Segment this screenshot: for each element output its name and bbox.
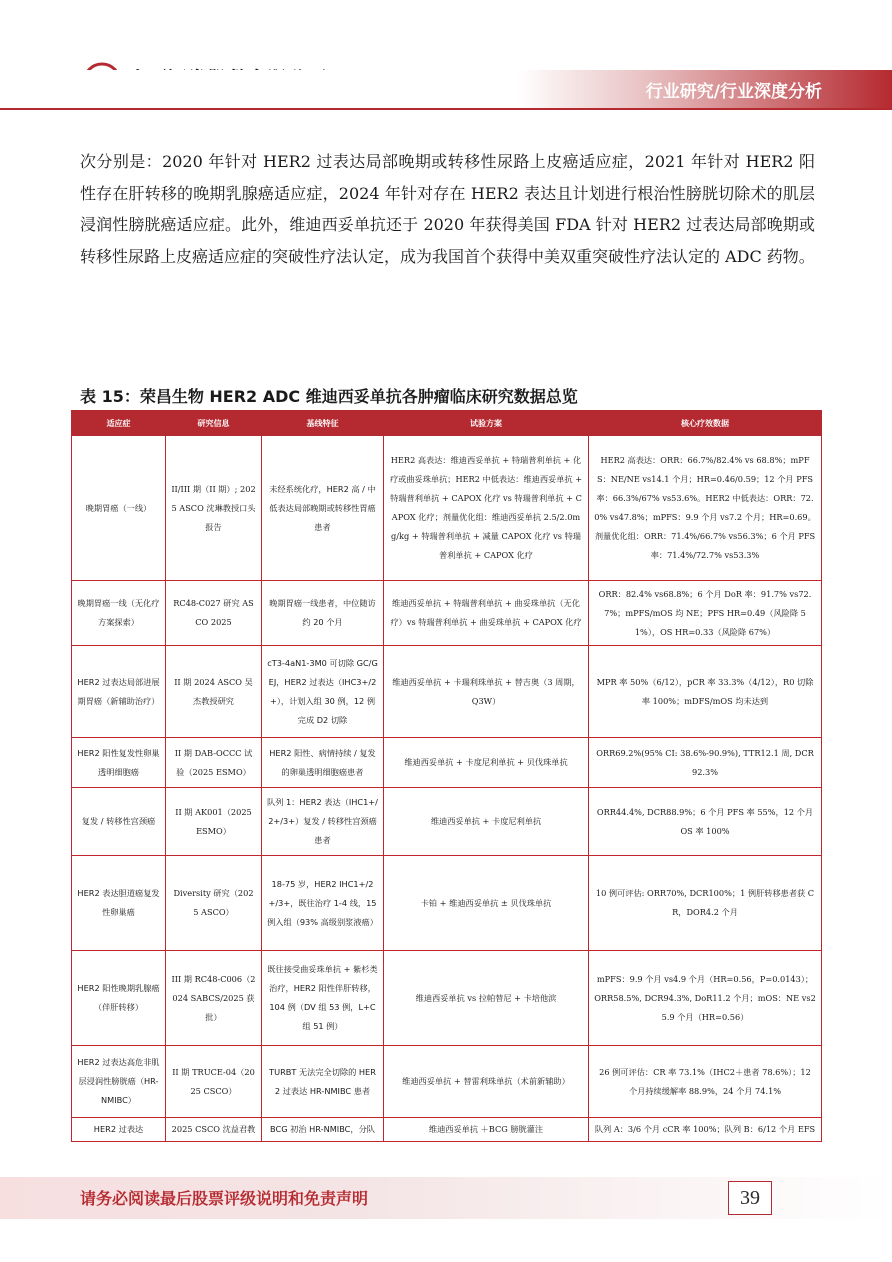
table-header-cell: 核心疗效数据 (589, 411, 822, 436)
table-cell: mPFS：9.9 个月 vs4.9 个月（HR=0.56，P=0.0143）；ORR58.5%, DCR94.3%, DoR11.2 个月；mOS：NE vs25.9 个月（HR=0.56） (589, 951, 822, 1046)
table-row (72, 646, 822, 738)
table-cell: HER2 阳性、病情持续 / 复发的卵巢透明细胞癌患者 (262, 738, 384, 788)
table-cell: 10 例可评估: ORR70%, DCR100%；1 例肝转移患者获 CR，DOR4.2 个月 (589, 856, 822, 951)
table-cell: HER2 过表达局部进展期胃癌（新辅助治疗） (72, 646, 166, 738)
table-row (72, 1046, 822, 1118)
table-cell: RC48-C027 研究 ASCO 2025 (166, 581, 262, 646)
table-cell: III 期 RC48-C006（2024 SABCS/2025 获批） (166, 951, 262, 1046)
table-cell: ORR69.2%(95% CI: 38.6%-90.9%), TTR12.1 周, DCR92.3% (589, 738, 822, 788)
table-row (72, 788, 822, 856)
table-cell: 18-75 岁，HER2 IHC1+/2+/3+，既往治疗 1-4 线，15 例入组（93% 高级别浆液癌） (262, 856, 384, 951)
table-cell: ORR：82.4% vs68.8%；6 个月 DoR 率：91.7% vs72.7%；mPFS/mOS 均 NE；PFS HR=0.49（风险降 51%），OS HR=0.33（风险降 67%） (589, 581, 822, 646)
table-cell: 维迪西妥单抗 vs 拉帕替尼 + 卡培他滨 (384, 951, 589, 1046)
table-cell: 26 例可评估：CR 率 73.1%（IHC2＋患者 78.6%）；12 个月持续缓解率 88.9%，24 个月 74.1% (589, 1046, 822, 1118)
table-header-cell: 适应症 (72, 411, 166, 436)
table-cell: II/III 期（II 期）; 2025 ASCO 沈琳教授口头报告 (166, 436, 262, 581)
table-row (72, 856, 822, 951)
table-cell: 晚期胃癌一线患者，中位随访约 20 个月 (262, 581, 384, 646)
table-cell: 未经系统化疗，HER2 高 / 中低表达局部晚期或转移性胃癌患者 (262, 436, 384, 581)
table-header-cell: 基线特征 (262, 411, 384, 436)
table-cell: II 期 TRUCE-04（2025 CSCO） (166, 1046, 262, 1118)
table-cell: HER2 过表达高危非肌层浸润性膀胱癌（HR-NMIBC） (72, 1046, 166, 1118)
table-cell: HER2 阳性晚期乳腺癌（伴肝转移） (72, 951, 166, 1046)
table-cell: 卡铂 + 维迪西妥单抗 ± 贝伐珠单抗 (384, 856, 589, 951)
table-cell: 维迪西妥单抗 + 替雷利珠单抗（术前新辅助） (384, 1046, 589, 1118)
table-row (72, 951, 822, 1046)
table-cell: II 期 AK001（2025 ESMO） (166, 788, 262, 856)
section-title: 行业研究/行业深度分析 (645, 82, 822, 102)
table-cell: 晚期胃癌（一线） (72, 436, 166, 581)
table-cell: ORR44.4%, DCR88.9%；6 个月 PFS 率 55%，12 个月 OS 率 100% (589, 788, 822, 856)
table-cell: BCG 初治 HR-NMIBC，分队 (262, 1118, 384, 1142)
table-cell: MPR 率 50%（6/12），pCR 率 33.3%（4/12），R0 切除率 100%；mDFS/mOS 均未达到 (589, 646, 822, 738)
table-cell: 复发 / 转移性宫颈癌 (72, 788, 166, 856)
table-cell: HER2 高表达：维迪西妥单抗 + 特瑞普利单抗 + 化疗或曲妥珠单抗；HER2 中低表达：维迪西妥单抗 + 特瑞普利单抗 + CAPOX 化疗 vs 特瑞普利单抗 + CAPOX 化疗；剂量优化组：维迪西妥单抗 2.5/2.0mg/kg + 特瑞普利单抗 + 减量 CAPOX 化疗 vs 特瑞普利单抗 + CAPOX 化疗 (384, 436, 589, 581)
table-header-cell: 试验方案 (384, 411, 589, 436)
table-cell: Diversity 研究（2025 ASCO） (166, 856, 262, 951)
footer-disclaimer: 请务必阅读最后股票评级说明和免责声明 (80, 1189, 369, 1208)
page-number: 39 (728, 1181, 772, 1215)
table-caption: 表 15：荣昌生物 HER2 ADC 维迪西妥单抗各肿瘤临床研究数据总览 (80, 387, 578, 406)
table-cell: 晚期胃癌一线（无化疗方案探索） (72, 581, 166, 646)
table-row (72, 436, 822, 581)
table-header-cell: 研究信息 (166, 411, 262, 436)
table-row (72, 1118, 822, 1142)
table-cell: 队列 1：HER2 表达（IHC1+/2+/3+）复发 / 转移性宫颈癌患者 (262, 788, 384, 856)
table-cell: II 期 2024 ASCO 吴杰教授研究 (166, 646, 262, 738)
body-paragraph: 次分别是：2020 年针对 HER2 过表达局部晚期或转移性尿路上皮癌适应症，2021 年针对 HER2 阳性存在肝转移的晚期乳腺癌适应症，2024 年针对存在 HER2 表达且计划进行根治性膀胱切除术的肌层浸润性膀胱癌适应症。此外，维迪西妥单抗还于 2020 年获得美国 FDA 针对 HER2 过表达局部晚期或转移性尿路上皮癌适应症的突破性疗法认定，成为我国首个获得中美双重突破性疗法认定的 ADC 药物。 (80, 152, 815, 266)
body-text (80, 146, 815, 272)
table-cell: 队列 A：3/6 个月 cCR 率 100%；队列 B：6/12 个月 EFS (589, 1118, 822, 1142)
table-cell: HER2 表达胆道癌复发性卵巢癌 (72, 856, 166, 951)
table-cell: HER2 过表达 (72, 1118, 166, 1142)
table-cell: cT3-4aN1-3M0 可切除 GC/GEJ，HER2 过表达（IHC3+/2+），计划入组 30 例，12 例完成 D2 切除 (262, 646, 384, 738)
table-row (72, 738, 822, 788)
table-cell: 2025 CSCO 沈益君教 (166, 1118, 262, 1142)
table-row (72, 581, 822, 646)
table-cell: 维迪西妥单抗 + 特瑞普利单抗 + 曲妥珠单抗（无化疗）vs 特瑞普利单抗 + 曲妥珠单抗 + CAPOX 化疗 (384, 581, 589, 646)
table-cell: HER2 高表达：ORR：66.7%/82.4% vs 68.8%；mPFS：NE/NE vs14.1 个月；HR=0.46/0.59；12 个月 PFS 率：66.3%/67% vs53.6%。HER2 中低表达：ORR：72.0% vs47.8%；mPFS：9.9 个月 vs7.2 个月；HR=0.69。剂量优化组：ORR：71.4%/66.7% vs56.3%；6 个月 PFS 率：71.4%/72.7% vs53.3% (589, 436, 822, 581)
table-header-row (72, 411, 822, 436)
header-rule (0, 108, 892, 110)
table-cell: 既往接受曲妥珠单抗 + 紫杉类治疗，HER2 阳性伴肝转移，104 例（DV 组 53 例，L+C 组 51 例） (262, 951, 384, 1046)
table-cell: II 期 DAB-OCCC 试验（2025 ESMO） (166, 738, 262, 788)
table-cell: 维迪西妥单抗 + 卡度尼利单抗 + 贝伐珠单抗 (384, 738, 589, 788)
table-cell: 维迪西妥单抗 + 卡瑞利珠单抗 + 替吉奥（3 周期，Q3W） (384, 646, 589, 738)
table-cell: 维迪西妥单抗 + 卡度尼利单抗 (384, 788, 589, 856)
table-cell: HER2 阳性复发性卵巢透明细胞癌 (72, 738, 166, 788)
page-header (0, 0, 892, 120)
clinical-data-table (71, 410, 822, 1142)
table-cell: 维迪西妥单抗 ＋BCG 膀胱灌注 (384, 1118, 589, 1142)
table-cell: TURBT 无法完全切除的 HER2 过表达 HR-NMIBC 患者 (262, 1046, 384, 1118)
